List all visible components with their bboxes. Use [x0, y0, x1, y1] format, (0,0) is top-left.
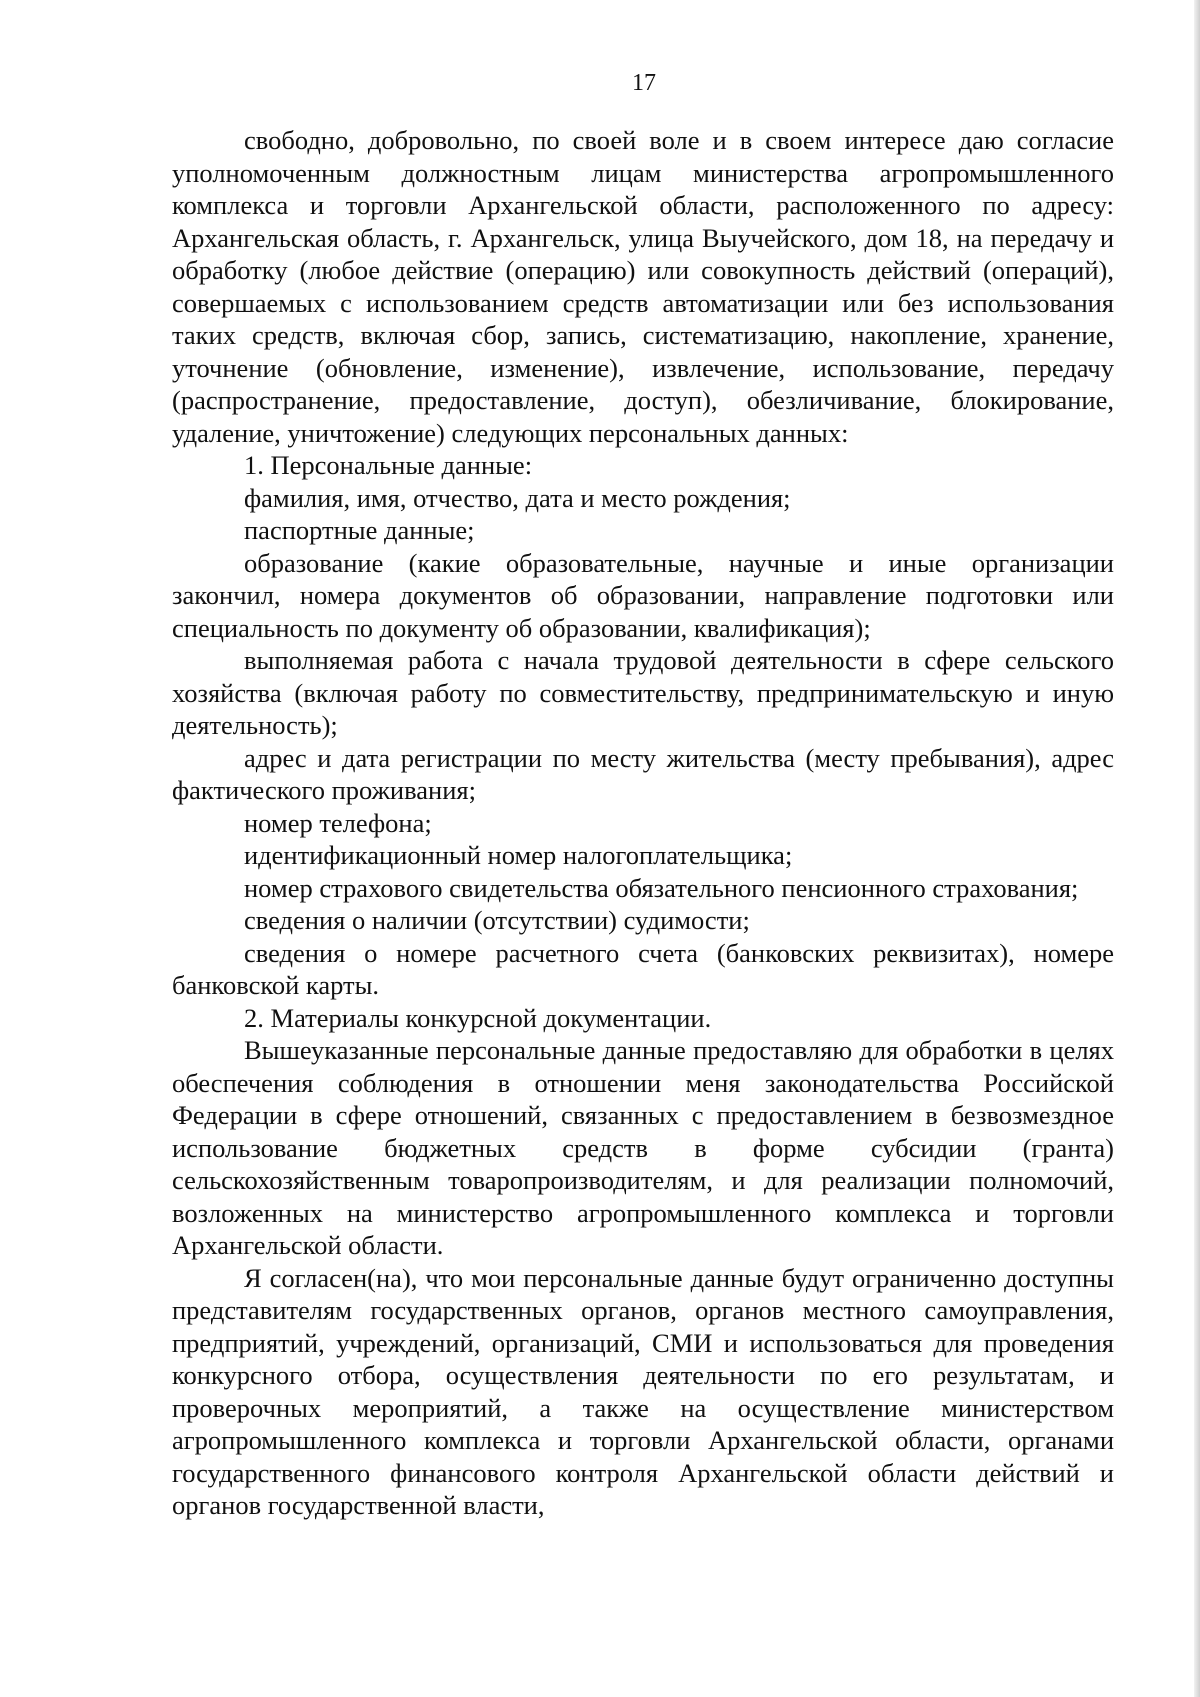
document-body: [172, 124, 1114, 1522]
paragraph-consent-intro: свободно, добровольно, по своей воле и в своем интересе даю согласие уполномоченным должностным лицам министерства агропромышленного комплекса и торговли Архангельской области, расположенного по адресу: Архангельская область, г. Архангельск, улица Выучейского, дом 18, на передачу и обработку (любое действие (операцию) или совокупность действий (операций), совершаемых с использованием средств автоматизации или без использования таких средств, включая сбор, запись, систематизацию, накопление, хранение, уточнение (обновление, изменение), извлечение, использование, передачу (распространение, предоставление, доступ), обезличивание, блокирование, удаление, уничтожение) следующих персональных данных:: [172, 125, 1114, 448]
paragraph-section-2-heading: 2. Материалы конкурсной документации.: [244, 1002, 712, 1033]
list-item-inn: идентификационный номер налогоплательщика;: [244, 840, 793, 870]
list-item-phone: номер телефона;: [244, 807, 432, 838]
page-number: 17: [632, 70, 656, 96]
list-item-education: образование (какие образовательные, научные и иные организации закончил, номера документов об образовании, направление подготовки или специальность по документу об образовании, квалификация);: [172, 547, 1114, 643]
list-item-passport: паспортные данные;: [244, 515, 475, 545]
page-edge-shadow: [1194, 0, 1200, 1697]
paragraph-section-1-heading: 1. Персональные данные:: [244, 450, 533, 480]
list-item-bank-details: сведения о номере расчетного счета (банковских реквизитах), номере банковской карты.: [172, 937, 1114, 1000]
paragraph-access-agreement: Я согласен(на), что мои персональные данные будут ограниченно доступны представителям государственных органов, органов местного самоуправления, предприятий, учреждений, организаций, СМИ и использоваться для проведения конкурсного отбора, осуществления деятельности по его результатам, и проверочных мероприятий, а также на осуществление министерством агропромышленного комплекса и торговли Архангельской области, органами государственного финансового контроля Архангельской области действий и органов государственной власти,: [172, 1262, 1114, 1520]
list-item-criminal-record: сведения о наличии (отсутствии) судимости;: [244, 905, 750, 935]
paragraph-purpose: Вышеуказанные персональные данные предоставляю для обработки в целях обеспечения соблюдения в отношении меня законодательства Российской Федерации в сфере отношений, связанных с предоставлением в безвозмездное использование бюджетных средств в форме субсидии (гранта) сельскохозяйственным товаропроизводителям, и для реализации полномочий, возложенных на министерство агропромышленного комплекса и торговли Архангельской области.: [172, 1035, 1114, 1260]
list-item-work-experience: выполняемая работа с начала трудовой деятельности в сфере сельского хозяйства (включая работу по совместительству, предпринимательскую и иную деятельность);: [172, 645, 1114, 740]
list-item-snils: номер страхового свидетельства обязательного пенсионного страхования;: [244, 872, 1079, 903]
list-item-address: адрес и дата регистрации по месту жительства (месту пребывания), адрес фактического проживания;: [172, 742, 1114, 805]
list-item-full-name: фамилия, имя, отчество, дата и место рождения;: [244, 482, 791, 513]
